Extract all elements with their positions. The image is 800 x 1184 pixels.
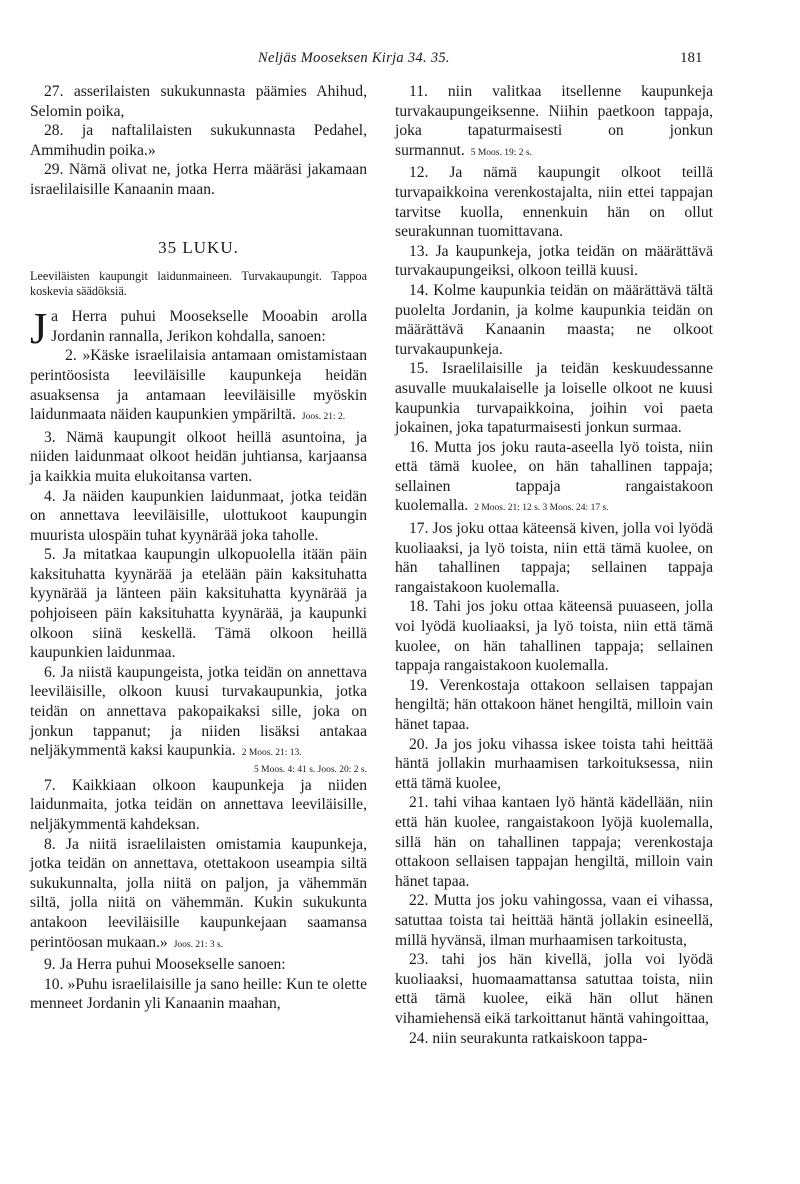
verse-2-text: 2. »Käske israelilaisia antamaan omistamistaan perintöosista leeviläisille kaupunkeja heidän asuaksensa ja antamaan leeviläisille myöskin laidunmaata näiden kaupunkien ympäriltä. — [30, 347, 367, 424]
left-column — [30, 82, 367, 1014]
running-header — [0, 50, 800, 74]
verse-20: 20. Ja jos joku vihassa iskee toista tahi heittää häntä jollakin murhaamisen tarkoituksessa, niin että tämä kuolee, — [395, 735, 713, 792]
cross-reference: Joos. 21: 3 s. — [173, 939, 224, 950]
cross-reference: Joos. 21: 2. — [301, 412, 346, 423]
verse-8 — [30, 835, 367, 956]
verse-17: 17. Jos joku ottaa käteensä kiven, jolla voi lyödä kuoliaaksi, ja lyö toista, niin että tämä kuolee, on hän tahallinen tappaja; sellainen tappaja rangaistakoon kuolemalla. — [395, 520, 713, 596]
verse-11-text: 11. niin valitkaa itsellenne kaupunkeja turvakaupungeiksenne. Niihin paetkoon tappaja, joka tapaturmaisesti on jonkun surmannut. — [395, 83, 713, 159]
verse-7: 7. Kaikkiaan olkoon kaupunkeja ja niiden laidunmaita, jotka teidän on annettava leeviläisille, neljäkymmentä kahdeksan. — [30, 776, 367, 833]
verse-1 — [30, 304, 367, 354]
verse-21: 21. tahi vihaa kantaen lyö häntä kädellään, niin että hän kuolee, rangaistakoon lyöjä kuolemalla, sillä hän on tahallinen tappaja; verenkostaja ottakoon sellaisen tappajan hengiltä, milloin vain hänet tapaa. — [395, 794, 713, 890]
cross-reference: 2 Moos. 21: 12 s. 3 Moos. 24: 17 s. — [474, 503, 609, 514]
cross-reference: 5 Moos. 4: 41 s. Joos. 20: 2 s. — [254, 764, 367, 775]
verse-23: 23. tahi jos hän kivellä, jolla voi lyödä kuoliaaksi, huomaamattansa satuttaa toista, niin että tämä kuolee, eikä hän ollut hänen vihamiehensä eikä tarkoittanut häntä vahingoittaa, — [395, 951, 713, 1027]
verse-14: 14. Kolme kaupunkia teidän on määrättävä tältä puolelta Jordanin, ja kolme kaupunkia teidän on määrättävä Kanaanin maasta; ne olkoot turvakaupunkeja. — [395, 281, 713, 358]
verse-11 — [395, 82, 713, 163]
verse-29: 29. Nämä olivat ne, jotka Herra määräsi jakamaan israelilaisille Kanaanin maan. — [30, 161, 367, 198]
verse-9: 9. Ja Herra puhui Moosekselle sanoen: — [44, 956, 286, 974]
cross-reference: 5 Moos. 19: 2 s. — [470, 147, 532, 158]
running-title: Neljäs Mooseksen Kirja 34. 35. — [258, 50, 450, 66]
chapter-heading: 35 LUKU. — [158, 237, 239, 257]
verse-6-text: 6. Ja niistä kaupungeista, jotka teidän on annettava leeviläisille, olkoon kuusi turvakaupunkia, jotka teidän on annettava pakopaikaksi sille, joka on jonkun tappanut; ja niiden lisäksi antakaa neljäkymmentä kaksi kaupunkia. — [30, 663, 367, 760]
verse-28: 28. ja naftalilaisten sukukunnasta Pedahel, Ammihudin poika.» — [30, 122, 367, 159]
chapter-summary: Leeviläisten kaupungit laidunmaineen. Turvakaupungit. Tappoa koskevia säädöksiä. — [30, 269, 367, 298]
verse-5: 5. Ja mitatkaa kaupungin ulkopuolella itään päin kaksituhatta kyynärää ja etelään päin kaksituhatta kyynärää ja länteen päin kaksituhatta kyynärää ja pohjoiseen päin kaksituhatta kyynärää, ja kaupunki olkoon siinä keskellä. Tämä olkoon heillä kaupunkien laidunmaa. — [30, 546, 367, 662]
cross-reference: 2 Moos. 21: 13. — [241, 748, 302, 759]
verse-12: 12. Ja nämä kaupungit olkoot teillä turvapaikkoina verenkostajalta, niin ettei tappajan tarvitse kuolla, ennenkuin hän on ollut seurakunnan tuomittavana. — [395, 164, 713, 241]
verse-27: 27. asserilaisten sukukunnasta päämies Ahihud, Selomin poika, — [30, 83, 367, 120]
verse-6 — [30, 663, 367, 764]
verse-19: 19. Verenkostaja ottakoon sellaisen tappajan hengiltä; hän ottakoon hänet hengiltä, milloin vain hänet tapaa. — [395, 676, 713, 733]
verse-4: 4. Ja näiden kaupunkien laidunmaat, jotka teidän on annettava leeviläisille, ulottukoot kaupungin muurista ulospäin tuhat kyynärää joka taholle. — [30, 487, 367, 544]
right-column — [395, 82, 713, 1048]
verse-8-text: 8. Ja niitä israelilaisten omistamia kaupunkeja, jotka teidän on annettava, otettakoon useampia siltä sukukunnalta, jolla niitä on paljon, ja vähemmän siltä, jolla niitä on vähemmän. Kukin sukukunta antakoon leeviläisille kaupunkejaan saamansa perintöosan mukaan.» — [30, 835, 367, 951]
verse-3: 3. Nämä kaupungit olkoot heillä asuntoina, ja niiden laidunmaat olkoot heidän juhtiansa, karjaansa ja kaikkia muita elukoitansa varten. — [30, 428, 367, 485]
verse-18: 18. Tahi jos joku ottaa käteensä puuaseen, jolla voi lyödä kuoliaaksi, ja lyö toista, niin että tämä kuolee, on hän tahallinen tappaja; sellainen tappaja rangaistakoon kuolemalla. — [395, 598, 713, 675]
page-number: 181 — [680, 50, 703, 66]
verse-24: 24. niin seurakunta ratkaiskoon tappa- — [409, 1029, 648, 1047]
verse-15: 15. Israelilaisille ja teidän keskuudessanne asuvalle muukalaiselle ja loiselle olkoot ne kuusi kaupunkia turvapaikkoina, joihin voi paeta jokainen, joka tapaturmaisesti jonkun surmaa. — [395, 360, 713, 437]
verse-10: 10. »Puhu israelilaisille ja sano heille: Kun te olette menneet Jordanin yli Kanaanin maahan, — [30, 975, 367, 1013]
verse-22: 22. Mutta jos joku vahingossa, vaan ei vihassa, satuttaa toista tai heittää häntä jollakin esineellä, millä hyvänsä, ilman murhaamisen tarkoitusta, — [395, 892, 713, 949]
verse-13: 13. Ja kaupunkeja, jotka teidän on määrättävä turvakaupungeiksi, olkoon teillä kuusi. — [395, 242, 713, 280]
drop-cap: J — [30, 304, 48, 354]
verse-16 — [395, 438, 713, 519]
verse-2 — [30, 346, 367, 427]
verse-1-text: a Herra puhui Moosekselle Mooabin arolla Jordanin rannalla, Jerikon kohdalla, sanoen: — [51, 308, 367, 345]
verse-16-text: 16. Mutta jos joku rauta-aseella lyö toista, niin että tämä kuolee, on hän tahallinen tappaja; sellainen tappaja rangaistakoon kuolemalla. — [395, 438, 713, 515]
